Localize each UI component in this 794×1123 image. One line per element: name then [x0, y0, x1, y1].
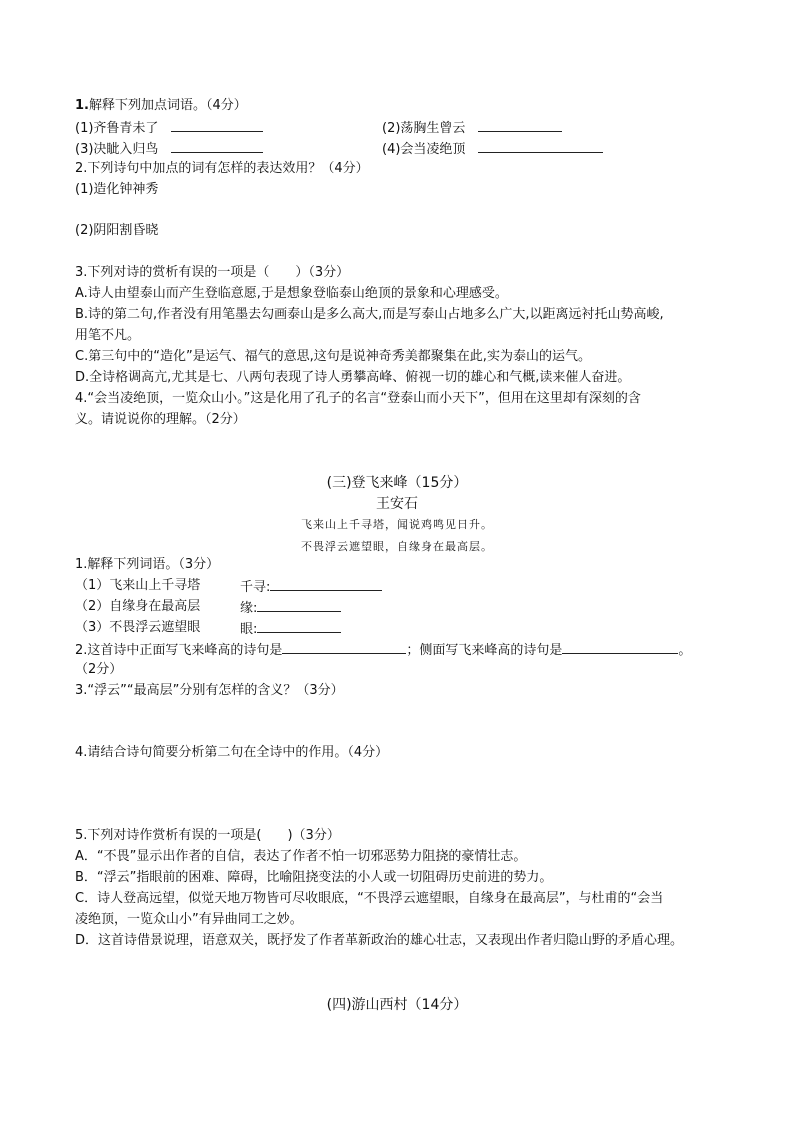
s3-q1-item-3: （3）不畏浮云遮望眼 [75, 620, 201, 635]
s3-q5-option-a: A．“不畏”显示出作者的自信，表达了作者不怕一切邪恶势力阻挠的豪情壮志。 [75, 849, 527, 864]
s2-q2-item-2: (2)阴阳割昏晓 [75, 223, 159, 238]
s2-q3-option-b: B.诗的第二句,作者没有用笔墨去勾画泰山是多么高大,而是写泰山占地多么广大,以距离远衬托山势高峻, [75, 307, 664, 322]
s3-q1-item-2-answer: 缘: [240, 598, 341, 618]
s3-q1-item-1-answer: 千寻: [240, 577, 382, 597]
s2-q3-option-d: D.全诗格调高亢,尤其是七、八两句表现了诗人勇攀高峰、俯视一切的雄心和气概,读来催人奋进。 [75, 370, 631, 385]
answer-blank[interactable] [562, 640, 678, 654]
s3-q2-line: 2.这首诗中正面写飞来峰高的诗句是 ；侧面写飞来峰高的诗句是 。 [75, 640, 691, 660]
s2-q1-item-4: (4)会当凌绝顶 [382, 139, 603, 159]
poem-line-1: 飞来山上千寻塔，闻说鸡鸣见日升。 [301, 518, 493, 531]
s2-q4-line-2: 义。请说说你的理解。（2分） [75, 412, 246, 427]
s3-q1-item-1: （1）飞来山上千寻塔 [75, 578, 201, 593]
answer-blank[interactable] [257, 598, 341, 612]
s3-q5-option-d: D．这首诗借景说理，语意双关，既抒发了作者革新政治的雄心壮志，又表现出作者归隐山野的矛盾心理。 [75, 933, 684, 948]
s3-q5-option-c: C．诗人登高远望，似觉天地万物皆可尽收眼底，“不畏浮云遮望眼，自缘身在最高层”，与杜甫的“会当 [75, 891, 664, 906]
answer-blank[interactable] [171, 139, 263, 153]
poem-author: 王安石 [376, 496, 418, 512]
s2-q1-item-1: (1)齐鲁青未了 [75, 118, 263, 138]
s3-q4: 4.请结合诗句简要分析第二句在全诗中的作用。（4分） [75, 745, 389, 760]
s2-q4-line-1: 4.“会当凌绝顶，一览众山小。”这是化用了孔子的名言“登泰山而小天下”，但用在这里却有深刻的含 [75, 391, 641, 406]
s3-q1-title: 1.解释下列词语。（3分） [75, 557, 220, 572]
s2-q1-item-3: (3)决眦入归鸟 [75, 139, 263, 159]
poem-line-2: 不畏浮云遮望眼，自缘身在最高层。 [301, 540, 493, 553]
s3-q3: 3.“浮云”“最高层”分别有怎样的含义？（3分） [75, 683, 344, 698]
answer-blank[interactable] [257, 619, 341, 633]
answer-blank[interactable] [478, 139, 603, 153]
s2-q1-item-2: (2)荡胸生曾云 [382, 118, 562, 138]
s2-q2-title: 2.下列诗句中加点的词有怎样的表达效用？（4分） [75, 161, 369, 176]
section-3-heading: (三)登飞来峰（15分） [326, 475, 468, 491]
s2-q3-option-a: A.诗人由望泰山而产生登临意愿,于是想象登临泰山绝顶的景象和心理感受。 [75, 286, 508, 301]
s2-q1-title: 1.解释下列加点词语。（4分） [75, 98, 247, 113]
s3-q5-option-b: B．“浮云”指眼前的困难、障碍，比喻阻挠变法的小人或一切阻碍历史前进的势力。 [75, 870, 553, 885]
s2-q3-option-c: C.第三句中的“造化”是运气、福气的意思,这句是说神奇秀美都聚集在此,实为泰山的运气。 [75, 349, 591, 364]
s3-q2-score: （2分） [75, 662, 123, 677]
s2-q2-item-1: (1)造化钟神秀 [75, 182, 159, 197]
s3-q5-option-c-cont: 凌绝顶，一览众山小”有异曲同工之妙。 [75, 912, 303, 927]
s3-q1-item-3-answer: 眼: [240, 619, 341, 639]
s3-q1-item-2: （2）自缘身在最高层 [75, 599, 201, 614]
s3-q5-title: 5.下列对诗作赏析有误的一项是( )（3分） [75, 828, 340, 843]
answer-blank[interactable] [478, 118, 562, 132]
s2-q3-option-b-cont: 用笔不凡。 [75, 328, 141, 343]
section-4-heading: (四)游山西村（14分） [326, 997, 468, 1013]
answer-blank[interactable] [171, 118, 263, 132]
answer-blank[interactable] [270, 577, 382, 591]
s2-q3-title: 3.下列对诗的赏析有误的一项是（ ）（3分） [75, 265, 350, 280]
answer-blank[interactable] [282, 640, 406, 654]
